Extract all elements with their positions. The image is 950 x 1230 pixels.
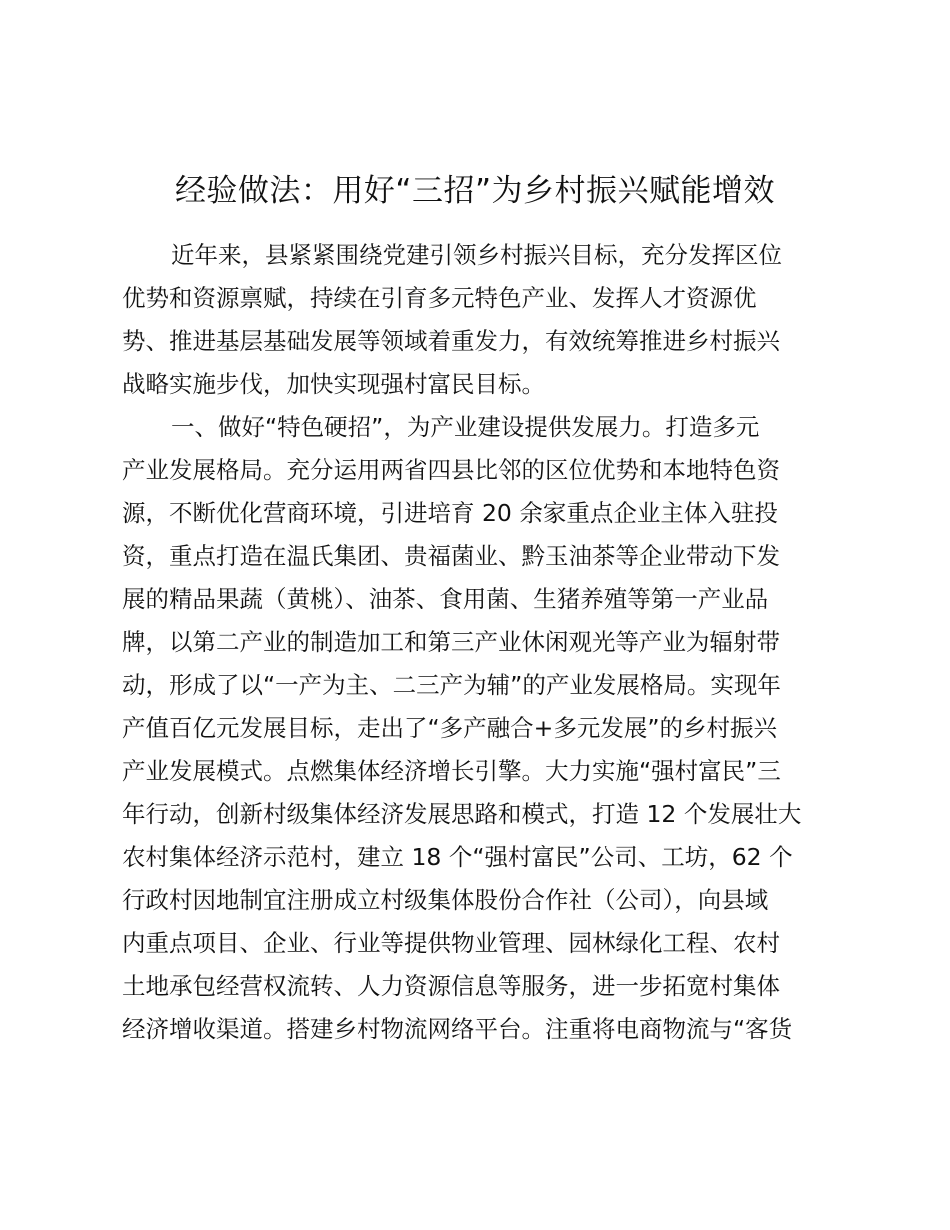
paragraph-2-line-4: 资，重点打造在温氏集团、贵福菌业、黔玉油茶等企业带动下发 bbox=[122, 542, 780, 570]
paragraph-2-line-10: 年行动，创新村级集体经济发展思路和模式，打造 12 个发展壮大 bbox=[122, 800, 802, 828]
paragraph-2-line-1: 一、做好“特色硬招”，为产业建设提供发展力。打造多元 bbox=[171, 413, 760, 441]
paragraph-2-line-14: 土地承包经营权流转、人力资源信息等服务，进一步拓宽村集体 bbox=[122, 972, 780, 1000]
paragraph-1-line-2: 优势和资源禀赋，持续在引育多元特色产业、发挥人才资源优 bbox=[122, 284, 757, 312]
paragraph-1-line-3: 势、推进基层基础发展等领域着重发力，有效统筹推进乡村振兴 bbox=[122, 327, 780, 355]
document-body bbox=[122, 234, 842, 1051]
paragraph-2-line-5: 展的精品果蔬（黄桃）、油茶、食用菌、生猪养殖等第一产业品 bbox=[122, 585, 769, 613]
paragraph-2-line-3: 源，不断优化营商环境，引进培育 20 余家重点企业主体入驻投 bbox=[122, 499, 778, 527]
paragraph-2-line-6: 牌，以第二产业的制造加工和第三产业休闲观光等产业为辐射带 bbox=[122, 628, 780, 656]
paragraph-2-line-11: 农村集体经济示范村，建立 18 个“强村富民”公司、工坊，62 个 bbox=[122, 843, 793, 871]
paragraph-1-line-4: 战略实施步伐，加快实现强村富民目标。 bbox=[122, 370, 545, 398]
paragraph-2-line-7: 动，形成了以“一产为主、二三产为辅”的产业发展格局。实现年 bbox=[122, 671, 781, 699]
paragraph-2-line-15: 经济增收渠道。搭建乡村物流网络平台。注重将电商物流与“客货 bbox=[122, 1015, 793, 1043]
paragraph-2-line-2: 产业发展格局。充分运用两省四县比邻的区位优势和本地特色资 bbox=[122, 456, 780, 484]
paragraph-2-line-8: 产值百亿元发展目标，走出了“多产融合+多元发展”的乡村振兴 bbox=[122, 714, 778, 742]
document-title: 经验做法：用好“三招”为乡村振兴赋能增效 bbox=[174, 173, 776, 209]
paragraph-2-line-13: 内重点项目、企业、行业等提供物业管理、园林绿化工程、农村 bbox=[122, 929, 780, 957]
paragraph-2-line-12: 行政村因地制宜注册成立村级集体股份合作社（公司），向县域 bbox=[122, 886, 769, 914]
paragraph-2-line-9: 产业发展模式。点燃集体经济增长引擎。大力实施“强村富民”三 bbox=[122, 757, 781, 785]
paragraph-1-line-1: 近年来，县紧紧围绕党建引领乡村振兴目标，充分发挥区位 bbox=[171, 241, 782, 269]
